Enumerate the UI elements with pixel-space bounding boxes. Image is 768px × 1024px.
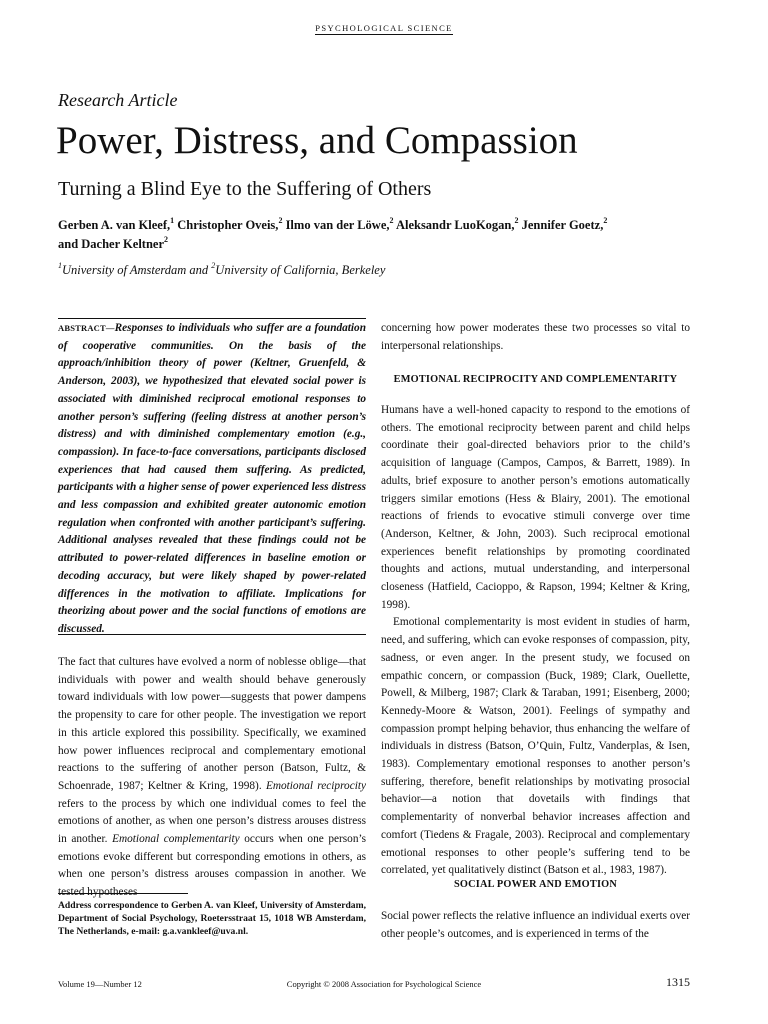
term-emotional-reciprocity: Emotional reciprocity: [265, 779, 367, 792]
section-heading-reciprocity: EMOTIONAL RECIPROCITY AND COMPLEMENTARITY: [393, 374, 678, 385]
footnote-rule: [58, 893, 188, 894]
abstract-bottom-rule: [58, 634, 366, 635]
paragraph: Emotional complementarity is most evident in studies of harm, need, and suffering, which can evoke responses of compassion, pity, sadness, or even anger. In the present study, we focused on empathic concern, or compassion (Buck, 1989; Clark, Ouellette, Powell, & Milberg, 1987; Clark & Taraban, 1991; Eisenberg, 2000; Kennedy-Moore & Watson, 2001). Feelings of sympathy and compassion prompt helping behavior, thus enhancing the welfare of individuals in distress (Batson, O’Quin, Fultz, Vanderplas, & Isen, 1983). Complementary emotional responses to another person’s suffering, therefore, benefit relationships by motivating prosocial behavior—a notion that dovetails with findings that complementarity of nonverbal behavior increases affection and comfort (Tiedens & Fragale, 2003). Reciprocal and complementary emotional responses to other people’s suffering tend to be correlated, yet qualitatively distinct (Batson et al., 1983, 1987).: [381, 616, 690, 877]
abstract-text: Responses to individuals who suffer are a foundation of cooperative communities. On the basis of the approach/inhibition theory of power (Keltner, Gruenfeld, & Anderson, 2003), we hypothesized that elevated social power is associated with diminished reciprocal emotional responses to another person’s suffering (feeling distress at another person’s distress) and with diminished complementary emotion (e.g., compassion). In face-to-face conversations, participants disclosed experiences that had caused them suffering. As predicted, participants with a higher sense of power experienced less distress and less compassion and exhibited greater autonomic emotion regulation when confronted with another participant’s suffering. Additional analyses revealed that these findings could not be attributed to power-related differences in baseline emotion or decoding accuracy, but were likely shaped by power-related differences in the motivation to affiliate. Implications for theorizing about power and the social functions of emotions are discussed.: [58, 322, 366, 635]
volume-number: Volume 19—Number 12: [58, 979, 142, 989]
author: Jennifer Goetz,$^2$: [521, 215, 608, 232]
journal-header: [0, 23, 768, 33]
continued-paragraph: concerning how power moderates these two processes so vital to interpersonal relationships.: [381, 322, 690, 352]
journal-name: PSYCHOLOGICAL SCIENCE: [315, 23, 453, 33]
page-number: 1315: [666, 975, 690, 989]
abstract-top-rule: [58, 318, 366, 319]
abstract: [58, 320, 366, 639]
correspondence-note: Address correspondence to Gerben A. van Kleef, University of Amsterdam, Department of Social Psychology, Roetersstraat 15, 1018 WB Amsterdam, The Netherlands, e-mail: g.a.vankleef@uva.nl.: [58, 900, 366, 937]
author-list: [58, 216, 708, 254]
power-section: [381, 908, 690, 943]
term-emotional-complementarity: Emotional complementarity: [112, 833, 240, 846]
author: Ilmo van der Löwe,$^2$: [285, 215, 394, 232]
reciprocity-section: [381, 402, 690, 880]
author: Gerben A. van Kleef,$^1$: [58, 215, 175, 232]
copyright: Copyright © 2008 Association for Psychological Science: [286, 979, 482, 989]
article-subtitle: Turning a Blind Eye to the Suffering of Others: [58, 178, 432, 200]
author: Aleksandr LuoKogan,$^2$: [395, 215, 519, 232]
intro-paragraph: The fact that cultures have evolved a norm of noblesse oblige—that individuals with power and wealth should behave generously toward individuals with low power—suggests that power dampens the propensity to care for other people. The investigation we report in this article explored this possibility. Specifically, we examined how power influences reciprocal and complementary emotional reactions to the suffering of another person (Batson, Fultz, & Schoenrade, 1987; Keltner & Kring, 1998). Emotional reciprocity refers to the process by which one individual comes to feel the emotions of another, as when one person’s distress arouses distress in another. Emotional complementarity occurs when one person’s emotions evoke different but corresponding emotions in others, as when one person’s distress arouses compassion in another. We tested hypotheses: [58, 656, 367, 899]
paragraph: Social power reflects the relative influence an individual exerts over other people’s outcomes, and is experienced in terms of the: [381, 910, 690, 940]
author: and Dacher Keltner$^2$: [58, 234, 169, 251]
affiliations: $^1$University of Amsterdam and $^2$University of California, Berkeley: [58, 260, 386, 277]
section-heading-power: SOCIAL POWER AND EMOTION: [454, 879, 617, 890]
abstract-label: ABSTRACT—: [58, 323, 115, 333]
author: Christopher Oveis,$^2$: [177, 215, 283, 232]
article-title: Power, Distress, and Compassion: [56, 119, 578, 162]
article-type: Research Article: [58, 90, 178, 110]
paragraph: Humans have a well-honed capacity to respond to the emotions of others. The emotional reciprocity between parent and child helps coordinate their goal-directed behaviors prior to the child’s acquisition of language (Campos, Campos, & Barrett, 1989). In adults, brief exposure to another person’s emotions automatically triggers similar emotions (Hess & Blairy, 2001). The emotional reactions of friends to evocative stimuli converge over time (Anderson, Keltner, & John, 2003). Such reciprocal emotional experiences benefit relationships by promoting coordinated thoughts and actions, mutual understanding, and interpersonal closeness (Hatfield, Cacioppo, & Rapson, 1994; Keltner & Kring, 1998).: [381, 404, 690, 611]
